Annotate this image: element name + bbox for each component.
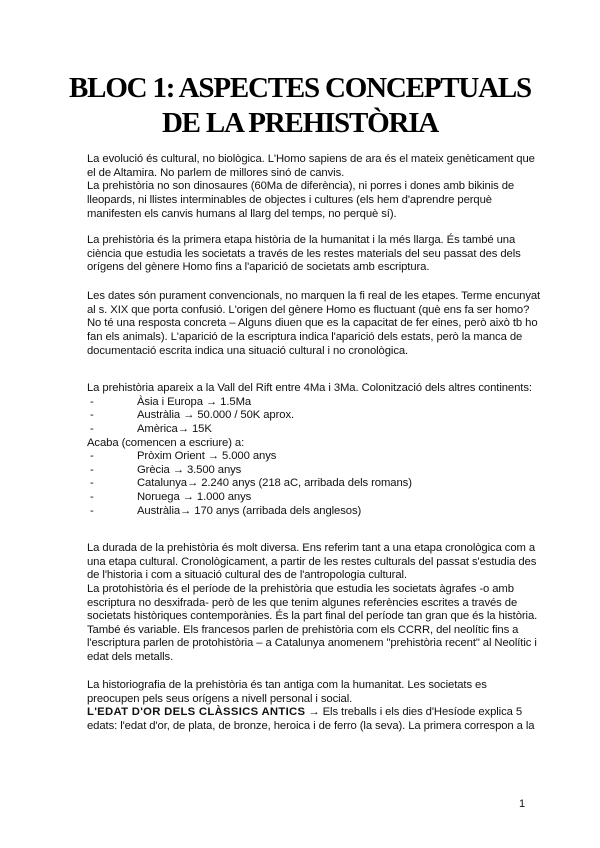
text-line: L'EDAT D'OR DELS CLÀSSICS ANTICS → Els treballs i els dies d'Hesíode explica 5 bbox=[87, 706, 523, 719]
text-line: preocupen pels seus orígens a nivell personal i social. bbox=[87, 692, 353, 705]
text-line: ciència que estudia les societats a través de les restes materials del seu passat des dels bbox=[87, 247, 521, 260]
text-line: orígens del gènere Homo fins a l'aparició de societats amb escriptura. bbox=[87, 261, 430, 274]
paragraph-intro bbox=[87, 153, 535, 221]
list-item: - Amèrica→ 15K bbox=[90, 422, 212, 435]
text-line: l'escriptura parlen de protohistòria – a Catalunya anomenem "prehistòria recent" al Neolític i bbox=[87, 637, 537, 650]
text-line: el de Altamira. No parlem de millores sinó de canvis. bbox=[87, 166, 345, 179]
page-number: 1 bbox=[519, 798, 526, 810]
text-line: La prehistòria és la primera etapa història de la humanitat i la més llarga. És també una bbox=[87, 234, 516, 246]
text-line: La prehistòria no son dinosaures (60Ma de diferència), ni porres i dones amb bikinis de bbox=[87, 180, 515, 193]
list-item: - Noruega → 1.000 anys bbox=[90, 491, 252, 504]
section-heading: L'EDAT D'OR DELS CLÀSSICS ANTICS bbox=[87, 706, 306, 719]
paragraph-origin bbox=[87, 382, 532, 518]
paragraph-duration bbox=[87, 542, 537, 665]
text-line: Acaba (comencen a escriure) a: bbox=[87, 436, 245, 449]
text-line: La historiografia de la prehistòria és tan antiga com la humanitat. Les societats es bbox=[87, 679, 487, 691]
list-item: - Pròxim Orient → 5.000 anys bbox=[90, 450, 277, 463]
list-item: - Catalunya→ 2.240 anys (218 aC, arribada dels romans) bbox=[90, 477, 412, 490]
title-line-2: DE LA PREHISTÒRIA bbox=[161, 107, 439, 139]
text-line: manifesten els canvis humans al llarg del temps, no perquè sí). bbox=[87, 207, 397, 220]
text-line: La protohistòria és el període de la prehistòria que estudia les societats àgrafes -o amb bbox=[87, 582, 514, 595]
text-line: edats: l'edat d'or, de plata, de bronze, heroica i de ferro (la seva). La primera correspon a la bbox=[87, 719, 535, 732]
paragraph-definition bbox=[87, 234, 521, 275]
text-line: També és variable. Els francesos parlen de prehistòria com els CCRR, del neolític fins a bbox=[87, 623, 519, 636]
text-line: societats històriques contemporànies. És la part final del període tan gran que és la història. bbox=[87, 610, 538, 623]
text-line: escriptura no desxifrada- però de les que tenim algunes referències escrites a través de bbox=[87, 596, 518, 609]
bullet-dash: - bbox=[90, 504, 94, 517]
text-line: al s. XIX que porta confusió. L'origen del gènere Homo es fluctuant (què ens fa ser homo? bbox=[87, 303, 530, 316]
list-item: - Austràlia → 50.000 / 50K aprox. bbox=[90, 409, 295, 422]
bullet-dash: - bbox=[90, 477, 94, 490]
text-line: de l'historia i com a situació cultural des de l'antropologia cultural. bbox=[87, 569, 407, 582]
paragraph-historiography bbox=[87, 679, 534, 734]
bullet-dash: - bbox=[90, 395, 94, 408]
text-line: edat dels metalls. bbox=[87, 651, 174, 664]
text-line: Les dates són purament convencionals, no marquen la fi real de les etapes. Terme encunyat bbox=[87, 290, 541, 302]
text-line: La durada de la prehistòria és molt diversa. Ens referim tant a una etapa cronològica com a bbox=[87, 542, 536, 554]
text-line: La prehistòria apareix a la Vall del Rift entre 4Ma i 3Ma. Colonització dels altres continents: bbox=[87, 382, 532, 394]
text-line: documentació escrita indica una situació cultural i no cronològica. bbox=[87, 344, 409, 357]
list-item: - Austràlia→ 170 anys (arribada dels anglesos) bbox=[90, 504, 362, 517]
list-item: - Àsia i Europa → 1.5Ma bbox=[90, 395, 252, 408]
bullet-dash: - bbox=[90, 463, 94, 476]
text-line: una etapa cultural. Cronològicament, a partir de les restes culturals del passat s'estudia des bbox=[87, 555, 537, 568]
bullet-dash: - bbox=[90, 422, 94, 435]
text-line: fan els animals). L'aparició de la escriptura indica l'aparició dels estats, però la manca de bbox=[87, 330, 523, 343]
bullet-dash: - bbox=[90, 491, 94, 504]
bullet-dash: - bbox=[90, 450, 94, 463]
text-line: lleopards, ni llistes interminables de objectes i cultures (els hem d'aprendre perquè bbox=[87, 193, 492, 206]
title-line-1: BLOC 1: ASPECTES CONCEPTUALS bbox=[69, 72, 531, 104]
bullet-dash: - bbox=[90, 409, 94, 422]
list-item: - Grècia → 3.500 anys bbox=[90, 463, 242, 476]
paragraph-dates bbox=[87, 290, 540, 358]
text-line: No té una resposta concreta – Alguns diuen que es la capacitat de fer eines, però això tb ho bbox=[87, 317, 538, 330]
text-line: La evolució és cultural, no biològica. L'Homo sapiens de ara és el mateix genèticament que bbox=[87, 153, 535, 165]
